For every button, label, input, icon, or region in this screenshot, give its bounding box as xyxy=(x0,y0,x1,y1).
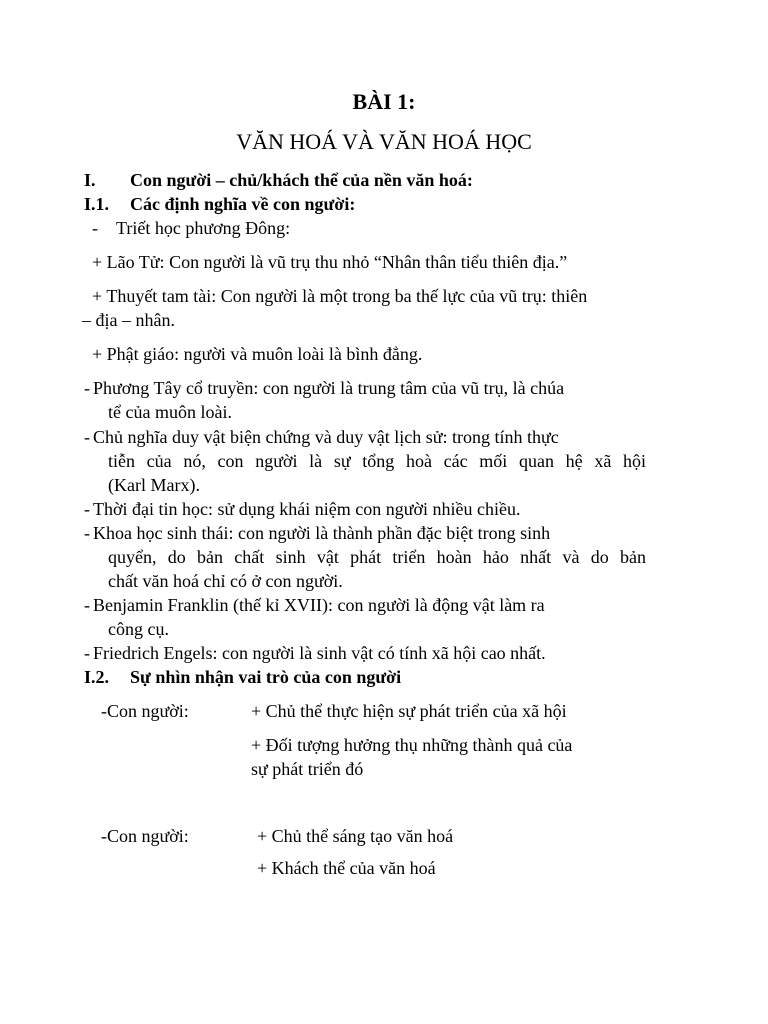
phat-giao-line: + Phật giáo: người và muôn loài là bình đẳng. xyxy=(92,344,423,364)
sinh-thai-line-2: quyển, do bản chất sinh vật phát triển hoàn hảo nhất và do bản xyxy=(108,547,646,567)
lesson-title: BÀI 1: xyxy=(352,89,416,114)
item-dash: - xyxy=(84,595,90,615)
role-2-point-1: + Chủ thể sáng tạo văn hoá xyxy=(257,826,454,846)
lesson-subtitle: VĂN HOÁ VÀ VĂN HOÁ HỌC xyxy=(236,129,532,154)
east-heading: Triết học phương Đông: xyxy=(116,218,291,238)
item-dash: - xyxy=(84,643,90,663)
section-1-1-number: I.1. xyxy=(84,194,110,214)
sinh-thai-line-3: chất văn hoá chỉ có ở con người. xyxy=(108,571,343,591)
lao-tu-line: + Lão Tử: Con người là vũ trụ thu nhỏ “Nhân thân tiểu thiên địa.” xyxy=(92,252,568,272)
role-1-point-2-line-2: sự phát triển đó xyxy=(251,759,364,779)
section-1-1-heading: Các định nghĩa về con người: xyxy=(130,194,356,214)
franklin-line-2: công cụ. xyxy=(108,619,169,639)
engels-line: Friedrich Engels: con người là sinh vật có tính xã hội cao nhất. xyxy=(93,643,546,663)
role-1-point-1: + Chủ thể thực hiện sự phát triển của xã hội xyxy=(251,701,567,721)
section-1-heading: Con người – chủ/khách thể của nền văn hoá: xyxy=(130,170,473,190)
tin-hoc-line: Thời đại tin học: sử dụng khái niệm con người nhiều chiều. xyxy=(93,499,521,519)
section-1-2-number: I.2. xyxy=(84,667,110,687)
item-dash: - xyxy=(84,499,90,519)
east-dash: - xyxy=(92,218,98,238)
item-dash: - xyxy=(84,378,90,398)
role-2-label: -Con người: xyxy=(101,826,189,846)
marx-line-2: tiễn của nó, con người là sự tổng hoà các mối quan hệ xã hội xyxy=(108,451,646,471)
marx-line-1: Chủ nghĩa duy vật biện chứng và duy vật lịch sử: trong tính thực xyxy=(93,427,559,447)
tam-tai-line-1: + Thuyết tam tài: Con người là một trong ba thế lực của vũ trụ: thiên xyxy=(92,286,588,306)
item-dash: - xyxy=(84,427,90,447)
role-1-label: -Con người: xyxy=(101,701,189,721)
item-dash: - xyxy=(84,523,90,543)
section-1-2-heading: Sự nhìn nhận vai trò của con người xyxy=(130,667,402,687)
franklin-line-1: Benjamin Franklin (thế kỉ XVII): con người là động vật làm ra xyxy=(93,595,545,615)
section-1-number: I. xyxy=(84,170,96,190)
role-1-point-2-line-1: + Đối tượng hưởng thụ những thành quả của xyxy=(251,735,573,755)
role-2-point-2: + Khách thể của văn hoá xyxy=(257,858,436,878)
phuong-tay-line-1: Phương Tây cổ truyền: con người là trung tâm của vũ trụ, là chúa xyxy=(93,378,565,398)
sinh-thai-line-1: Khoa học sinh thái: con người là thành phần đặc biệt trong sinh xyxy=(93,523,551,543)
phuong-tay-line-2: tể của muôn loài. xyxy=(108,402,232,422)
marx-line-3: (Karl Marx). xyxy=(108,475,200,495)
tam-tai-line-2: – địa – nhân. xyxy=(82,310,175,330)
